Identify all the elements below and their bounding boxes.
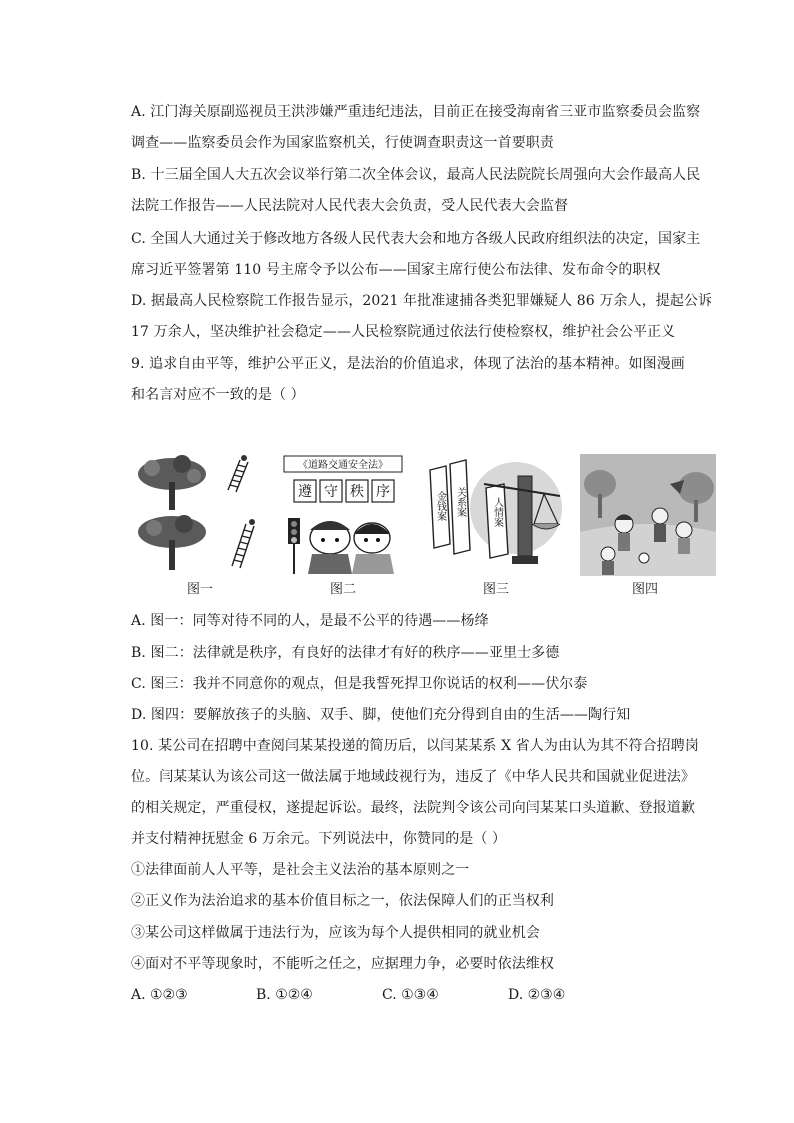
figure-2-banner: 《道路交通安全法》 — [298, 460, 388, 471]
q8-option-d-line2: 17 万余人，坚决维护社会稳定——人民检察院通过依法行使检察权，维护社会公平正义 — [131, 324, 676, 340]
figure-4-cartoon — [580, 454, 716, 576]
q9-stem-line2: 和名言对应不一致的是（ ） — [131, 387, 305, 403]
figure-3-left-tag-1: 金钱案 — [434, 491, 446, 521]
q10-options-row — [131, 985, 691, 1005]
q9-option-b: B. 图二：法律就是秩序，有良好的法律才有好的秩序——亚里士多德 — [131, 645, 560, 661]
q8-option-d-line1: D. 据最高人民检察院工作报告显示，2021 年批准逮捕各类犯罪嫌疑人 86 万余人，提起公诉 — [131, 293, 713, 309]
figure-3-caption: 图三 — [482, 582, 509, 597]
q8-option-b-line1: B. 十三届全国人大五次会议举行第二次全体会议，最高人民法院院长周强向大会作最高人民 — [131, 167, 701, 183]
figure-1-caption: 图一 — [186, 582, 213, 597]
figure-4-caption: 图四 — [631, 582, 658, 597]
q8-option-b-line2: 法院工作报告——人民法院对人民代表大会负责，受人民代表大会监督 — [131, 198, 569, 214]
q10-option-d: D. ②③④ — [508, 987, 566, 1003]
q10-stem-line2: 位。闫某某认为该公司这一做法属于地域歧视行为，违反了《中华人民共和国就业促进法》 — [131, 769, 695, 785]
q10-statement-1: ①法律面前人人平等，是社会主义法治的基本原则之一 — [131, 862, 470, 878]
q8-option-c-line2: 席习近平签署第 110 号主席令予以公布——国家主席行使公布法律、发布命令的职权 — [131, 262, 661, 278]
q10-stem-line4: 并支付精神抚慰金 6 万余元。下列说法中，你赞同的是（ ） — [131, 831, 507, 847]
q10-statement-2: ②正义作为法治追求的基本价值目标之一，依法保障人们的正当权利 — [131, 893, 554, 909]
figure-1-cartoon — [132, 454, 268, 576]
figure-2-caption: 图二 — [329, 582, 356, 597]
figure-3-right-tag: 人情案 — [491, 497, 503, 527]
figure-3-left-tag-2: 关系案 — [454, 487, 466, 517]
q8-option-a-line2: 调查——监察委员会作为国家监察机关，行使调查职责这一首要职责 — [131, 135, 554, 151]
q9-option-c: C. 图三：我并不同意你的观点，但是我誓死捍卫你说话的权利——伏尔泰 — [131, 676, 588, 692]
q10-statement-4: ④面对不平等现象时，不能听之任之，应据理力争，必要时依法维权 — [131, 956, 554, 972]
q9-option-a: A. 图一：同等对待不同的人，是最不公平的待遇——杨绛 — [131, 613, 489, 629]
q10-stem-line3: 的相关规定，严重侵权，遂提起诉讼。最终，法院判令该公司向闫某某口头道歉、登报道歉 — [131, 800, 695, 816]
figure-2-cartoon — [278, 454, 408, 576]
figure-3-cartoon — [424, 454, 566, 576]
q9-option-d: D. 图四：要解放孩子的头脑、双手、脚，使他们充分得到自由的生活——陶行知 — [131, 707, 631, 723]
q10-stem-line1: 10. 某公司在招聘中查阅闫某某投递的简历后，以闫某某系 X 省人为由认为其不符合招聘岗 — [131, 738, 699, 754]
figure-2-char-3: 秩 — [350, 484, 364, 500]
q10-option-c: C. ①③④ — [382, 987, 439, 1003]
q10-statement-3: ③某公司这样做属于违法行为，应该为每个人提供相同的就业机会 — [131, 925, 540, 941]
figure-2-char-1: 遵 — [298, 484, 312, 500]
q8-option-c-line1: C. 全国人大通过关于修改地方各级人民代表大会和地方各级人民政府组织法的决定，国家主 — [131, 231, 701, 247]
figure-2-char-4: 序 — [376, 484, 390, 500]
q10-option-a: A. ①②③ — [131, 987, 188, 1003]
q8-option-a-line1: A. 江门海关原副巡视员王洪涉嫌严重违纪违法，目前正在接受海南省三亚市监察委员会监察 — [131, 104, 701, 120]
q10-option-b: B. ①②④ — [256, 987, 313, 1003]
q9-stem-line1: 9. 追求自由平等，维护公平正义，是法治的价值追求，体现了法治的基本精神。如图漫画 — [131, 356, 685, 372]
figure-2-char-2: 守 — [324, 484, 338, 500]
